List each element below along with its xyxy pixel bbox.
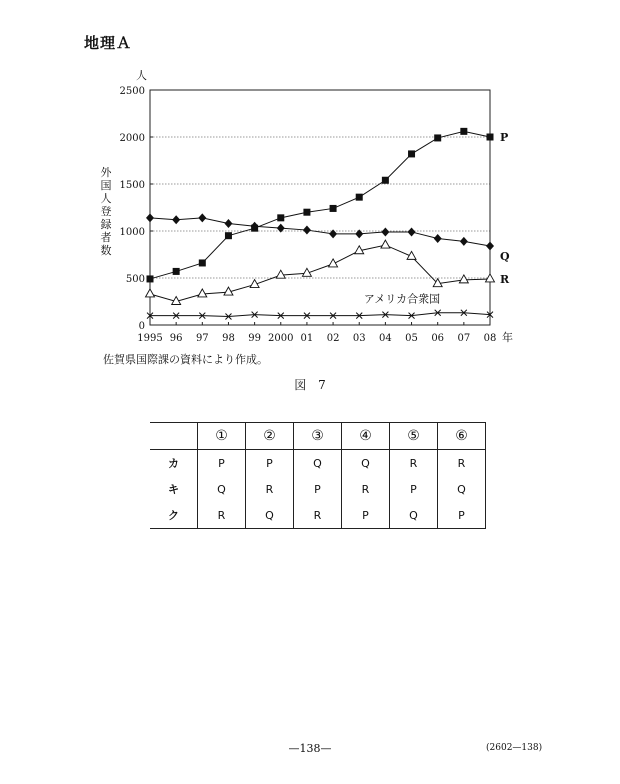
- data-point: [277, 224, 285, 233]
- option-6: ⑥: [438, 423, 486, 450]
- cell: P: [294, 476, 342, 502]
- data-point: [434, 234, 442, 243]
- cell: P: [342, 502, 390, 529]
- table-corner: [150, 423, 198, 450]
- y-axis-label-char: 者: [100, 231, 112, 244]
- page-number: —138—: [288, 742, 332, 755]
- y-axis-label-char: 数: [100, 244, 112, 257]
- table-row-ki: [150, 476, 486, 502]
- data-point: [199, 259, 206, 266]
- data-point: [224, 219, 232, 228]
- y-tick-label: 500: [125, 274, 145, 285]
- y-axis-label: [101, 165, 113, 257]
- page-code: (2602—138): [486, 743, 543, 753]
- cell: R: [390, 450, 438, 477]
- cell: R: [246, 476, 294, 502]
- data-point: [356, 194, 363, 201]
- data-point: [225, 232, 232, 239]
- data-point: [198, 213, 206, 222]
- section-title: 地理Ａ: [84, 34, 133, 52]
- cell: Q: [390, 502, 438, 529]
- table-row-ku: [150, 502, 486, 529]
- plot-frame: [150, 90, 490, 325]
- data-point: [147, 275, 154, 282]
- data-point: [355, 229, 363, 238]
- row-label-ku: ク: [150, 502, 198, 529]
- answer-table: [150, 422, 486, 529]
- data-point: [173, 268, 180, 275]
- data-point: [146, 289, 155, 297]
- x-tick-label: 99: [248, 333, 261, 344]
- option-3: ③: [294, 423, 342, 450]
- series-label: R: [500, 272, 510, 286]
- cell: P: [390, 476, 438, 502]
- series-label: Q: [500, 250, 510, 264]
- series-label: アメリカ合衆国: [363, 292, 441, 306]
- y-tick-label: 1000: [119, 227, 145, 238]
- cell: P: [438, 502, 486, 529]
- option-2: ②: [246, 423, 294, 450]
- chart-gridlines: [150, 137, 490, 278]
- x-tick-label: 03: [352, 333, 366, 344]
- y-tick-label: 1500: [119, 180, 145, 191]
- cell: P: [246, 450, 294, 477]
- series-P: [147, 128, 509, 283]
- x-tick-label: 1995: [137, 333, 163, 344]
- data-point: [330, 205, 337, 212]
- series-line: [150, 131, 490, 279]
- cell: R: [198, 502, 246, 529]
- cell: R: [294, 502, 342, 529]
- series-label: P: [500, 131, 509, 144]
- answer-table-header: [150, 423, 486, 450]
- cell: Q: [438, 476, 486, 502]
- y-axis-label-char: 外: [100, 166, 112, 179]
- cell: Q: [246, 502, 294, 529]
- y-tick-label: 2500: [119, 86, 145, 97]
- y-axis-label-char: 録: [100, 218, 112, 231]
- x-tick-label: 05: [405, 333, 418, 344]
- row-label-ki: キ: [150, 476, 198, 502]
- chart-series: [146, 128, 511, 320]
- table-row-ka: [150, 450, 486, 477]
- x-tick-label: 96: [169, 333, 183, 344]
- y-tick-label: 0: [138, 321, 145, 332]
- y-tick-label: 2000: [119, 133, 145, 144]
- data-point: [487, 134, 494, 141]
- data-point: [460, 128, 467, 135]
- option-5: ⑤: [390, 423, 438, 450]
- series-R: [146, 240, 511, 304]
- x-tick-label: 07: [457, 333, 471, 344]
- data-point: [434, 134, 441, 141]
- cell: R: [438, 450, 486, 477]
- option-1: ①: [198, 423, 246, 450]
- y-axis-label-char: 登: [100, 205, 112, 218]
- x-axis-unit: 年: [502, 331, 513, 344]
- cell: P: [198, 450, 246, 477]
- y-axis-unit: 人: [136, 69, 147, 82]
- x-tick-label: 01: [300, 333, 314, 344]
- data-point: [459, 275, 468, 283]
- source-note: 佐賀県国際課の資料により作成。: [103, 353, 268, 366]
- data-point: [303, 209, 310, 216]
- row-label-ka: カ: [150, 450, 198, 477]
- cell: Q: [294, 450, 342, 477]
- x-tick-label: 08: [483, 333, 497, 344]
- x-tick-label: 2000: [268, 333, 294, 344]
- data-point: [329, 259, 338, 267]
- data-point: [486, 242, 494, 251]
- y-axis-label-char: 国: [100, 179, 112, 192]
- x-tick-label: 97: [195, 333, 209, 344]
- figure-caption: 図 7: [294, 378, 326, 392]
- line-chart: [0, 0, 620, 350]
- data-point: [198, 289, 207, 297]
- series-line: [150, 218, 490, 246]
- option-4: ④: [342, 423, 390, 450]
- data-point: [460, 237, 468, 246]
- y-axis-label-char: 人: [100, 192, 112, 205]
- x-tick-label: 04: [379, 333, 392, 344]
- data-point: [146, 213, 154, 222]
- x-tick-label: 06: [431, 333, 445, 344]
- data-point: [408, 150, 415, 157]
- data-point: [277, 214, 284, 221]
- data-point: [303, 226, 311, 235]
- cell: Q: [198, 476, 246, 502]
- data-point: [382, 177, 389, 184]
- x-tick-label: 98: [222, 333, 235, 344]
- data-point: [172, 215, 180, 224]
- data-point: [381, 240, 390, 248]
- data-point: [408, 227, 416, 236]
- cell: Q: [342, 450, 390, 477]
- x-tick-label: 02: [326, 333, 340, 344]
- series-Q: [146, 213, 510, 263]
- data-point: [381, 227, 389, 236]
- data-point: [329, 229, 337, 238]
- data-point: [276, 270, 285, 278]
- cell: R: [342, 476, 390, 502]
